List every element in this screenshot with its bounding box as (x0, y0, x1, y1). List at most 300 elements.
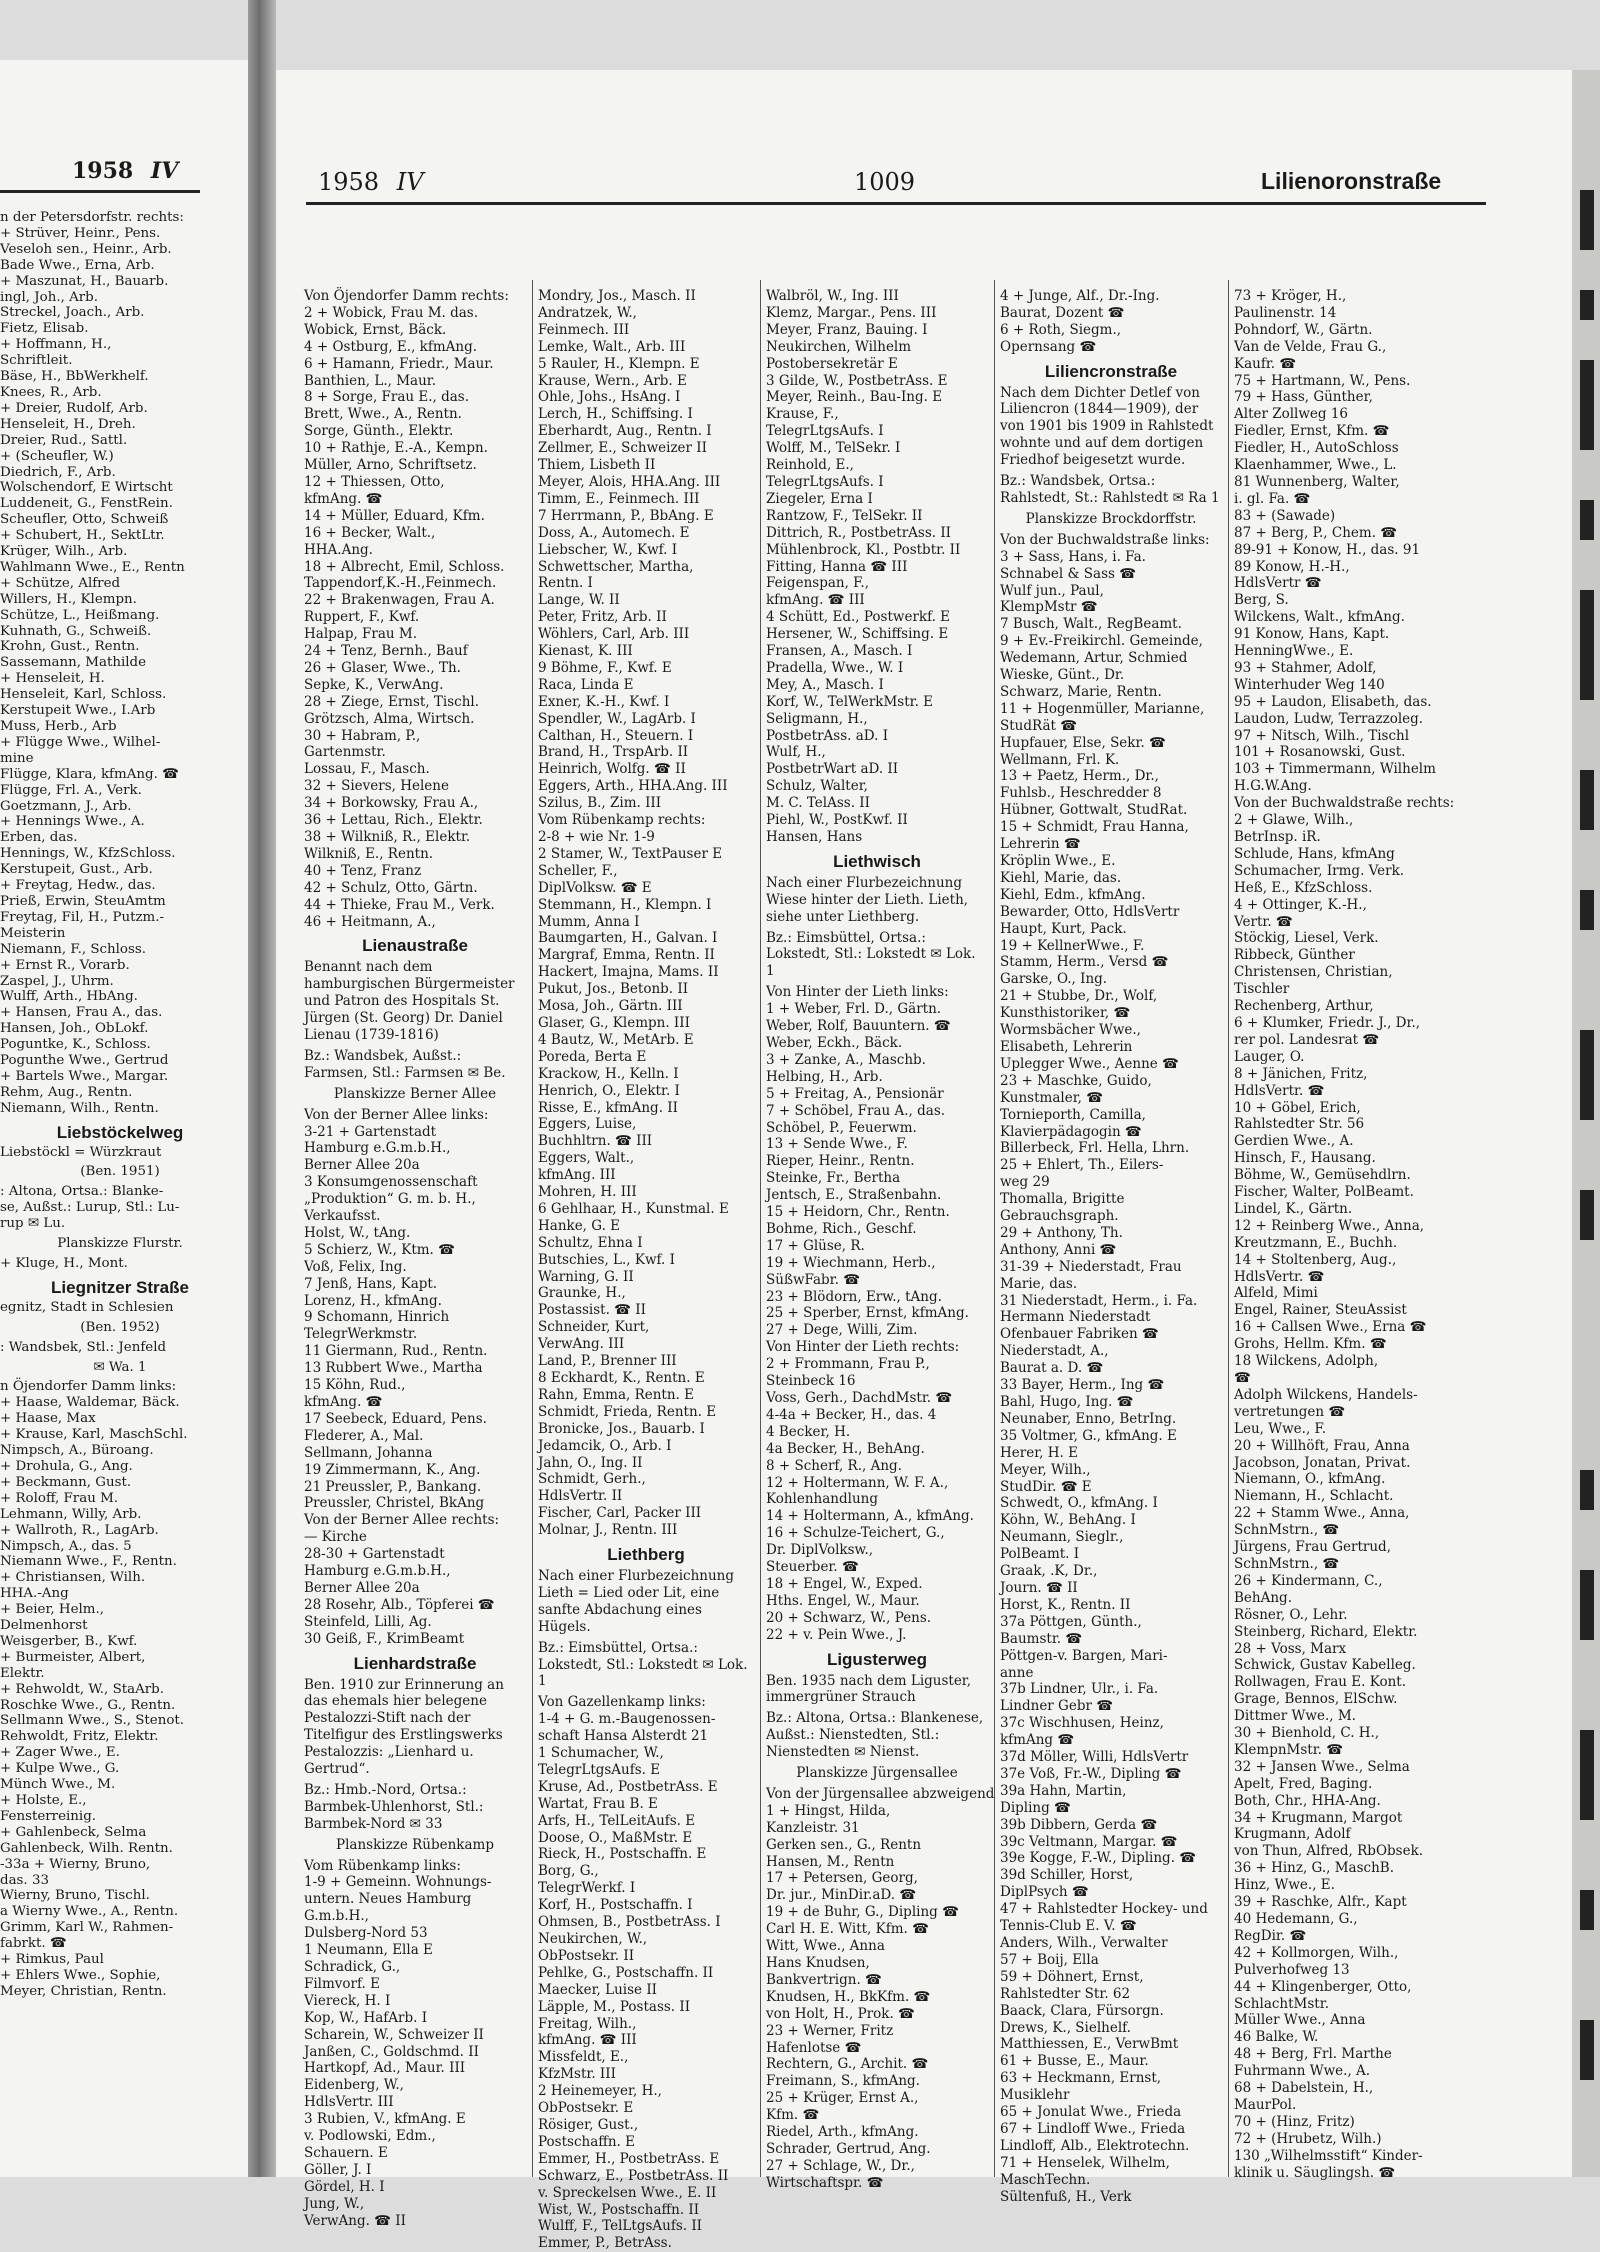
directory-entry: TelegrLtgsAufs. I (766, 473, 884, 490)
directory-entry: weg 29 (1000, 1174, 1050, 1191)
street-description: Bz.: Wandsbek, Außst.: Farmsen, Stl.: Farmsen ✉ Be. (304, 1047, 506, 1081)
directory-entry: 18 Wilckens, Adolph, (1234, 1353, 1379, 1370)
directory-entry: 18 + Engel, W., Exped. (766, 1575, 923, 1592)
sub-note: Planskizze Jürgensallee (796, 1765, 958, 1782)
directory-entry: 39c Veltmann, Margar. ☎ (1000, 1833, 1178, 1850)
directory-entry: Laudon, Ludw, Terrazzoleg. (1234, 710, 1424, 727)
directory-entry: Flederer, A., Mal. (304, 1427, 424, 1444)
directory-entry: Berner Allee 20a (304, 1157, 420, 1174)
directory-entry: HdlsVertr ☎ (1234, 575, 1322, 592)
directory-entry: + Beckmann, Gust. (0, 1474, 132, 1490)
directory-entry: Pöttgen-v. Bargen, Mari- (1000, 1647, 1168, 1664)
directory-entry: -33a + Wierny, Bruno, (0, 1856, 151, 1872)
directory-entry: Ruppert, F., Kwf. (304, 609, 420, 626)
directory-entry: KlempnMstr. ☎ (1234, 1741, 1344, 1758)
directory-entry: v. Spreckelsen Wwe., E. II (538, 2184, 717, 2201)
running-street-heading: Lilienoronstraße (1261, 168, 1442, 194)
directory-entry: Delmenhorst (0, 1618, 88, 1634)
directory-entry: Von der Jürgensallee abzweigend (766, 1785, 995, 1802)
directory-entry: Doss, A., Automech. E (538, 524, 690, 541)
directory-entry: TelegrLtgsAufs. I (766, 423, 884, 440)
directory-entry: PostbetrAss. aD. I (766, 727, 889, 744)
directory-entry: Herer, H. E (1000, 1444, 1078, 1461)
directory-entry: Postassist. ☎ II (538, 1302, 646, 1319)
directory-entry: Christensen, Christian, (1234, 964, 1393, 981)
directory-entry: Tornieporth, Camilla, (1000, 1106, 1146, 1123)
directory-entry: Wormsbächer Wwe., (1000, 1022, 1141, 1039)
directory-entry: 4-4a + Becker, H., das. 4 (766, 1406, 937, 1423)
directory-entry: Von Gazellenkamp links: (538, 1694, 706, 1711)
directory-entry: Jahn, O., Ing. II (538, 1454, 643, 1471)
directory-entry: „Produktion“ G. m. b. H., (304, 1191, 476, 1208)
directory-page (276, 70, 1572, 2252)
directory-entry: 34 + Krugmann, Margot (1234, 1809, 1403, 1826)
directory-entry: 39b Dibbern, Gerda ☎ (1000, 1816, 1158, 1833)
directory-entry: + Flügge Wwe., Wilhel- (0, 734, 161, 750)
directory-entry: Graunke, H., (538, 1285, 626, 1302)
directory-entry: 5 + Freitag, A., Pensionär (766, 1085, 944, 1102)
directory-entry: 2 + Glawe, Wilh., (1234, 812, 1354, 829)
directory-entry: + Drohula, G., Ang. (0, 1458, 133, 1474)
directory-entry: i. gl. Fa. ☎ (1234, 490, 1311, 507)
directory-entry: 25 + Ehlert, Th., Eilers- (1000, 1157, 1164, 1174)
directory-entry: SchlachtMstr. (1234, 1995, 1329, 2012)
directory-entry: 22 + v. Pein Wwe., J. (766, 1626, 907, 1643)
page-header-left (318, 168, 424, 196)
directory-entry: Alter Zollweg 16 (1234, 406, 1349, 423)
directory-entry: Mey, A., Masch. I (766, 676, 884, 693)
directory-entry: Bohme, Rich., Geschf. (766, 1220, 917, 1237)
directory-entry: Wolff, M., TelSekr. I (766, 440, 901, 457)
directory-entry: mine (0, 750, 34, 766)
directory-entry: Scharein, W., Schweizer II (304, 2026, 484, 2043)
directory-entry: 89-91 + Konow, H., das. 91 (1234, 541, 1421, 558)
directory-entry: 89 Konow, H.-H., (1234, 558, 1350, 575)
directory-entry: + Wallroth, R., LagArb. (0, 1522, 159, 1538)
directory-entry: 34 + Borkowsky, Frau A., (304, 795, 479, 812)
directory-entry: 29 + Anthony, Th. (1000, 1224, 1123, 1241)
directory-entry: + Haase, Max (0, 1411, 96, 1427)
directory-entry: 28 + Voss, Marx (1234, 1640, 1347, 1657)
directory-entry: klinik u. Säuglingsh. ☎ (1234, 2164, 1396, 2181)
directory-entry: Jung, W., (304, 2195, 365, 2212)
directory-entry: Diedrich, F., Arb. (0, 464, 116, 480)
directory-entry: Andratzek, W., (538, 304, 637, 321)
directory-entry: 3 + Zanke, A., Maschb. (766, 1051, 926, 1068)
directory-entry: Fietz, Elisab. (0, 321, 89, 337)
directory-entry: Thiem, Lisbeth II (538, 457, 656, 474)
directory-entry: 37d Möller, Willi, HdlsVertr (1000, 1749, 1189, 1766)
directory-entry: Zellmer, E., Schweizer II (538, 440, 707, 457)
directory-entry: 2 Stamer, W., TextPauser E (538, 845, 723, 862)
directory-entry: 7 Busch, Walt., RegBeamt. (1000, 616, 1182, 633)
directory-entry: n der Petersdorfstr. rechts: (0, 210, 184, 225)
directory-entry: Schneider, Kurt, (538, 1319, 650, 1336)
directory-entry: Kaufr. ☎ (1234, 355, 1297, 372)
directory-entry: HenningWwe., E. (1234, 643, 1354, 660)
directory-entry: Bronicke, Jos., Bauarb. I (538, 1420, 705, 1437)
directory-entry: Kerstupeit Wwe., I.Arb (0, 703, 156, 719)
directory-entry: Schwick, Gustav Kabelleg. (1234, 1657, 1416, 1674)
directory-entry: VerwAng. III (538, 1336, 625, 1353)
directory-entry: 16 + Schulze-Teichert, G., (766, 1525, 945, 1542)
directory-entry: TelegrWerkf. I (538, 1880, 636, 1897)
directory-entry: Mumm, Anna I (538, 913, 640, 930)
directory-entry: Arfs, H., TelLeitAufs. E (538, 1812, 696, 1829)
directory-entry: Niemann, F., Schloss. (0, 941, 146, 957)
directory-entry: : Wandsbek, Stl.: Jenfeld (0, 1339, 167, 1355)
directory-entry: Lange, W. II (538, 592, 620, 609)
directory-entry: Piehl, W., PostKwf. II (766, 812, 908, 829)
directory-entry: Kfm. ☎ (766, 2107, 820, 2124)
directory-entry: + (Scheufler, W.) (0, 448, 114, 464)
directory-entry: Anders, Wilh., Verwalter (1000, 1935, 1168, 1951)
directory-entry: Glaser, G., Klempn. III (538, 1014, 690, 1031)
sub-note: (Ben. 1952) (80, 1319, 160, 1335)
directory-entry: Von der Buchwaldstraße links: (1000, 531, 1210, 548)
directory-entry: 48 + Berg, Frl. Marthe (1234, 2046, 1392, 2063)
directory-entry: 3 + Sass, Hans, i. Fa. (1000, 548, 1146, 565)
directory-entry: 8 + Jänichen, Fritz, (1234, 1065, 1368, 1082)
directory-entry: Schultz, Ehna I (538, 1234, 643, 1251)
directory-entry: 93 + Stahmer, Adolf, (1234, 659, 1377, 676)
directory-entry: rup ✉ Lu. (0, 1216, 66, 1232)
directory-entry: Lerch, H., Schiffsing. I (538, 406, 693, 423)
directory-entry: Pradella, Wwe., W. I (766, 659, 904, 676)
directory-entry: Doose, O., MaßMstr. E (538, 1829, 693, 1846)
directory-entry: Hafenlotse ☎ (766, 2039, 862, 2056)
directory-entry: 4 + Junge, Alf., Dr.-Ing. (1000, 288, 1160, 304)
directory-entry: 97 + Nitsch, Wilh., Tischl (1234, 727, 1410, 744)
directory-entry: 2 + Frommann, Frau P., (766, 1356, 930, 1373)
directory-entry: Von Öjendorfer Damm rechts: (304, 288, 509, 304)
directory-entry: Kerstupeit, Gust., Arb. (0, 862, 153, 878)
directory-entry: Ribbeck, Günther (1234, 947, 1355, 964)
directory-entry: TelegrLtgsAufs. E (538, 1761, 661, 1778)
directory-entry: 24 + Tenz, Bernh., Bauf (304, 643, 468, 660)
directory-entry: 28 + Ziege, Ernst, Tischl. (304, 693, 480, 710)
directory-entry: 1 Schumacher, W., (538, 1745, 664, 1762)
directory-entry: 4 + Ostburg, E., kfmAng. (304, 338, 478, 355)
directory-entry: Schöbel, P., Feuerwm. (766, 1119, 917, 1136)
directory-entry: Kienast, K. III (538, 643, 633, 660)
column-divider (994, 280, 995, 2177)
street-heading: Lienaustraße (362, 936, 468, 956)
directory-entry: Lindloff, Alb., Elektrotechn. (1000, 2137, 1190, 2154)
directory-entry: Lindner Gebr ☎ (1000, 1698, 1114, 1715)
directory-entry: 20 + Schwarz, W., Pens. (766, 1609, 932, 1626)
directory-entry: Musiklehr (1000, 2087, 1070, 2104)
directory-entry: von Holt, H., Prok. ☎ (766, 2005, 915, 2022)
directory-entry: Pogunthe Wwe., Gertrud (0, 1053, 169, 1069)
directory-entry: SüßwFabr. ☎ (766, 1271, 861, 1288)
directory-entry: Voss, Gerh., DachdMstr. ☎ (766, 1390, 953, 1406)
directory-entry: Feinmech. III (538, 321, 630, 338)
directory-entry: Kiehl, Edm., kfmAng. (1000, 886, 1146, 903)
directory-entry: StudRät ☎ (1000, 717, 1078, 734)
sub-note: Planskizze Rübenkamp (336, 1836, 494, 1853)
directory-entry: Freitag, Wilh., (538, 2015, 637, 2032)
street-description: Bz.: Eimsbüttel, Ortsa.: Lokstedt, Stl.: Lokstedt ✉ Lok. 1 (538, 1639, 748, 1690)
directory-entry: + Dreier, Rudolf, Arb. (0, 400, 148, 416)
directory-entry: StudDir. ☎ E (1000, 1478, 1092, 1495)
directory-entry: Steinke, Fr., Bertha (766, 1170, 901, 1187)
directory-entry: ObPostsekr. E (538, 2100, 634, 2117)
directory-entry: Poreda, Berta E (538, 1048, 647, 1065)
page-edge-marks (1572, 70, 1600, 2177)
directory-entry: Steinberg, Richard, Elektr. (1234, 1623, 1418, 1640)
directory-entry: Tennis-Club E. V. ☎ (1000, 1918, 1137, 1935)
directory-entry: Sellmann Wwe., S., Stenot. (0, 1713, 185, 1729)
directory-entry: SchnMstrn., ☎ (1234, 1555, 1340, 1572)
directory-entry: Ofenbauer Fabriken ☎ (1000, 1326, 1159, 1343)
directory-entry: Scheller, F., (538, 862, 618, 879)
street-description: Ben. 1910 zur Erinnerung an das ehemals hier belegene Pestalozzi-Stift nach der Titelfigur des Erstlingswerks Pestalozzis: „Lienhard u. Gertrud“. (304, 1676, 504, 1778)
directory-entry: 44 + Klingenberger, Otto, (1234, 1978, 1412, 1995)
directory-entry: Liebscher, W., Kwf. I (538, 541, 678, 558)
directory-entry: Warning, G. II (538, 1268, 634, 1285)
directory-entry: 42 + Schulz, Otto, Gärtn. (304, 879, 478, 896)
directory-entry: Calthan, H., Steuern. I (538, 727, 694, 744)
directory-entry: Dittrich, R., PostbetrAss. II (766, 524, 952, 541)
directory-entry: fabrkt. ☎ (0, 1936, 67, 1952)
directory-entry: 4a Becker, H., BehAng. (766, 1440, 925, 1457)
directory-entry: Bankvertrign. ☎ (766, 1971, 882, 1988)
directory-entry: Kop, W., HafArb. I (304, 2009, 428, 2026)
directory-entry: Wobick, Ernst, Bäck. (304, 321, 447, 338)
directory-entry: Hartkopf, Ad., Maur. III (304, 2060, 466, 2077)
directory-entry: 13 + Paetz, Herm., Dr., (1000, 768, 1159, 785)
directory-entry: Schrader, Gertrud, Ang. (766, 2140, 931, 2157)
directory-entry: Baack, Clara, Fürsorgn. (1000, 2002, 1164, 2019)
directory-entry: Both, Chr., HHA-Ang. (1234, 1792, 1381, 1809)
directory-entry: kfmAng. ☎ (304, 1394, 383, 1410)
directory-entry: HdlsVertr. II (538, 1488, 623, 1505)
directory-entry: Jentsch, E., Straßenbahn. (766, 1187, 942, 1204)
directory-entry: 9 Böhme, F., Kwf. E (538, 659, 672, 676)
directory-entry: Engel, Rainer, SteuAssist (1234, 1302, 1407, 1319)
street-heading: Liebstöckelweg (56, 1122, 184, 1142)
directory-entry: Kuhnath, G., Schweiß. (0, 623, 152, 639)
directory-entry: 25 + Sperber, Ernst, kfmAng. (766, 1305, 969, 1322)
directory-entry: Bahl, Hugo, Ing. ☎ (1000, 1394, 1134, 1410)
directory-entry: kfmAng ☎ (1000, 1732, 1075, 1749)
directory-entry: ObPostsekr. II (538, 1947, 635, 1964)
directory-entry: Janßen, C., Goldschmd. II (304, 2043, 479, 2060)
directory-entry: Rieck, H., Postschaffn. E (538, 1846, 707, 1863)
directory-entry: Baurat, Dozent ☎ (1000, 304, 1125, 321)
directory-entry: Krause, Wern., Arb. E (538, 372, 687, 389)
directory-entry: Viereck, H. I (304, 1992, 391, 2009)
directory-entry: das. 33 (0, 1872, 49, 1888)
page-number: 1009 (854, 168, 916, 196)
directory-entry: + Burmeister, Albert, (0, 1649, 146, 1665)
directory-entry: Weisgerber, B., Kwf. (0, 1633, 138, 1649)
directory-entry: Schwedt, O., kfmAng. I (1000, 1495, 1158, 1512)
directory-entry: Hths. Engel, W., Maur. (766, 1592, 920, 1609)
directory-entry: Spendler, W., LagArb. I (538, 710, 696, 727)
directory-entry: Rieper, Heinr., Rentn. (766, 1153, 915, 1170)
directory-entry: 20 + Willhöft, Frau, Anna (1234, 1437, 1410, 1454)
directory-entry: 31 Niederstadt, Herm., i. Fa. (1000, 1292, 1198, 1309)
directory-entry: Van de Velde, Frau G., (1234, 338, 1387, 355)
directory-entry: Berg, S. (1234, 592, 1289, 609)
directory-entry: Von Hinter der Lieth links: (766, 984, 949, 1001)
directory-entry: 6 + Klumker, Friedr. J., Dr., (1234, 1014, 1421, 1031)
directory-entry: 15 + Schmidt, Frau Hanna, (1000, 819, 1189, 836)
directory-entry: Kröplin Wwe., E. (1000, 853, 1116, 869)
directory-entry: + Rehwoldt, W., StaArb. (0, 1681, 165, 1697)
directory-entry: 8 Eckhardt, K., Rentn. E (538, 1370, 705, 1386)
directory-entry: Böhme, W., Gemüsehdlrn. (1234, 1167, 1411, 1184)
directory-entry: Pehlke, G., Postschaffn. II (538, 1964, 714, 1981)
directory-entry: Emmer, H., PostbetrAss. E (538, 2150, 720, 2167)
directory-entry: Schütze, L., Heißmang. (0, 607, 160, 623)
directory-entry: 73 + Kröger, H., (1234, 288, 1347, 304)
directory-entry: 33 Bayer, Herm., Ing ☎ (1000, 1377, 1165, 1394)
directory-entry: 37c Wischhusen, Heinz, (1000, 1715, 1164, 1732)
directory-entry: Stemmann, H., Klempn. I (538, 896, 712, 913)
column-3 (766, 288, 995, 2191)
directory-entry: Graak, .K, Dr., (1000, 1563, 1098, 1580)
directory-entry: Gördel, H. I (304, 2178, 385, 2195)
directory-entry: Schriftleit. (0, 353, 73, 369)
directory-entry: 23 + Blödorn, Erw., tAng. (766, 1288, 942, 1305)
directory-entry: Exner, K.-H., Kwf. I (538, 693, 670, 710)
directory-entry: 83 + (Sawade) (1234, 507, 1336, 524)
directory-entry: HHA.Ang. (304, 541, 373, 558)
directory-entry: Mühlenbrock, Kl., Postbtr. II (766, 541, 961, 558)
directory-entry: 9 + Ev.-Freikirchl. Gemeinde, (1000, 633, 1203, 650)
directory-entry: + Ernst R., Vorarb. (0, 957, 130, 973)
directory-entry: + Hansen, Frau A., das. (0, 1005, 163, 1021)
directory-entry: Lorenz, H., kfmAng. (304, 1292, 442, 1309)
directory-entry: H.G.W.Ang. (1234, 778, 1312, 795)
directory-entry: 19 + KellnerWwe., F. (1000, 937, 1145, 954)
directory-entry: Garske, O., Ing. (1000, 971, 1108, 988)
directory-entry: Schlude, Hans, kfmAng (1234, 845, 1395, 862)
directory-entry: Schumacher, Irmg. Verk. (1234, 862, 1405, 879)
directory-entry: Heinrich, Wolfg. ☎ II (538, 761, 686, 778)
directory-entry: Gerken sen., G., Rentn (766, 1836, 922, 1853)
directory-entry: + Hoffmann, H., (0, 337, 112, 353)
directory-entry: Apelt, Fred, Baging. (1234, 1775, 1373, 1792)
header-volume: IV (396, 168, 424, 196)
directory-entry: Ziegeler, Erna I (766, 490, 873, 507)
directory-entry: M. C. TelAss. II (766, 795, 870, 812)
left-header-rule (0, 190, 200, 193)
directory-entry: Roschke Wwe., G., Rentn. (0, 1697, 176, 1713)
directory-entry: Kreutzmann, E., Buchh. (1234, 1234, 1398, 1251)
directory-entry: 30 + Bienhold, C. H., (1234, 1725, 1380, 1742)
directory-entry: Eberhardt, Aug., Rentn. I (538, 423, 712, 440)
directory-entry: 5 Rauler, H., Klempn. E (538, 355, 700, 372)
directory-entry: Von der Berner Allee rechts: (304, 1512, 500, 1529)
directory-entry: 27 + Dege, Willi, Zim. (766, 1322, 918, 1339)
directory-entry: Rechtern, G., Archit. ☎ (766, 2056, 929, 2073)
directory-entry: 63 + Heckmann, Ernst, (1000, 2070, 1162, 2087)
directory-entry: Köhn, W., BehAng. I (1000, 1512, 1136, 1529)
directory-entry: Journ. ☎ II (1000, 1579, 1078, 1596)
directory-entry: 28 Rosehr, Alb., Töpferei ☎ (304, 1596, 495, 1613)
directory-entry: Niederstadt, A., (1000, 1343, 1109, 1360)
directory-entry: Zaspel, J., Uhrm. (0, 973, 114, 989)
directory-entry: Korf, W., TelWerkMstr. E (766, 693, 934, 710)
directory-entry: Krohn, Gust., Rentn. (0, 639, 140, 655)
directory-entry: Wartat, Frau B. E (538, 1795, 658, 1812)
directory-entry: KlempMstr ☎ (1000, 599, 1098, 616)
directory-entry: Rantzow, F., TelSekr. II (766, 507, 923, 524)
directory-entry: Marie, das. (1000, 1275, 1078, 1292)
directory-entry: Timm, E., Feinmech. III (538, 490, 700, 507)
directory-entry: VerwAng. ☎ II (304, 2212, 406, 2229)
directory-entry: Feigenspan, F., (766, 575, 870, 592)
directory-entry: Kunstmaler, ☎ (1000, 1089, 1104, 1106)
directory-entry: Sassemann, Mathilde (0, 655, 147, 671)
directory-entry: 35 Voltmer, G., kfmAng. E (1000, 1427, 1177, 1444)
directory-entry: Pohndorf, W., Gärtn. (1234, 321, 1373, 338)
directory-entry: 7 Herrmann, P., BbAng. E (538, 507, 714, 524)
directory-entry: Goetzmann, J., Arb. (0, 798, 132, 814)
directory-entry: Hanke, G. E (538, 1217, 621, 1234)
directory-entry: Eggers, Walt., (538, 1150, 635, 1167)
directory-entry: 4 Bautz, W., MetArb. E (538, 1031, 694, 1048)
directory-entry: 37b Lindner, Ulr., i. Fa. (1000, 1681, 1159, 1698)
directory-entry: HdlsVertr. III (304, 2094, 394, 2111)
directory-entry: 79 + Hass, Günther, (1234, 389, 1373, 406)
directory-entry: Krugmann, Adolf (1234, 1826, 1351, 1843)
left-page (0, 60, 248, 2177)
directory-entry: Weber, Rolf, Bauuntern. ☎ (766, 1018, 951, 1035)
directory-entry: 11 Giermann, Rud., Rentn. (304, 1343, 488, 1360)
directory-entry: Wöhlers, Carl, Arb. III (538, 626, 690, 643)
directory-entry: BehAng. (1234, 1589, 1292, 1606)
column-divider (760, 280, 761, 2177)
directory-entry: Henseleit, Karl, Schloss. (0, 687, 167, 703)
directory-entry: Wilkniß, E., Rentn. (304, 845, 434, 862)
directory-entry: Baurat a. D. ☎ (1000, 1360, 1104, 1377)
directory-entry: 2 + Wobick, Frau M. das. (304, 304, 479, 321)
directory-entry: + Freytag, Hedw., das. (0, 878, 156, 894)
directory-entry: Emmer, P., BetrAss. (538, 2235, 672, 2252)
directory-entry: Vom Rübenkamp rechts: (538, 812, 706, 829)
directory-entry: 27 + Schlage, W., Dr., (766, 2157, 915, 2174)
directory-entry: Thomalla, Brigitte (1000, 1191, 1125, 1208)
directory-entry: 3 Konsumgenossenschaft (304, 1174, 478, 1191)
directory-entry: Hansen, M., Rentn (766, 1853, 895, 1870)
directory-entry: Hinz, Wwe., E. (1234, 1877, 1335, 1894)
directory-entry: Knudsen, H., BkKfm. ☎ (766, 1988, 931, 2005)
directory-entry: Riedel, Arth., kfmAng. (766, 2124, 919, 2141)
column-5 (1234, 288, 1470, 2181)
directory-entry: Stamm, Herm., Versd ☎ (1000, 954, 1169, 971)
directory-entry: 6 + Hamann, Friedr., Maur. (304, 355, 494, 372)
directory-entry: se, Außst.: Lurup, Stl.: Lu- (0, 1200, 180, 1216)
directory-entry: Krackow, H., Kelln. I (538, 1065, 679, 1082)
directory-entry: 3 Rubien, V., kfmAng. E (304, 2111, 466, 2128)
street-description: Bz.: Hmb.-Nord, Ortsa.: Barmbek-Uhlenhorst, Stl.: Barmbek-Nord ✉ 33 (304, 1781, 484, 1832)
directory-entry: Müller Wwe., Anna (1234, 2012, 1366, 2029)
directory-entry: Rentn. I (538, 575, 593, 592)
directory-entry: + Beier, Helm., (0, 1602, 104, 1618)
directory-entry: Neukirchen, Wilhelm (766, 338, 912, 355)
directory-entry: 42 + Kollmorgen, Wilh., (1234, 1944, 1399, 1961)
directory-entry: Stöckig, Liesel, Verk. (1234, 930, 1379, 947)
directory-entry: 28-30 + Gartenstadt (304, 1546, 445, 1563)
directory-entry: Eggers, Arth., HHA.Ang. III (538, 778, 728, 795)
directory-entry: Kunsthistoriker, ☎ (1000, 1005, 1131, 1022)
directory-entry: Mosa, Joh., Gärtn. III (538, 998, 683, 1015)
